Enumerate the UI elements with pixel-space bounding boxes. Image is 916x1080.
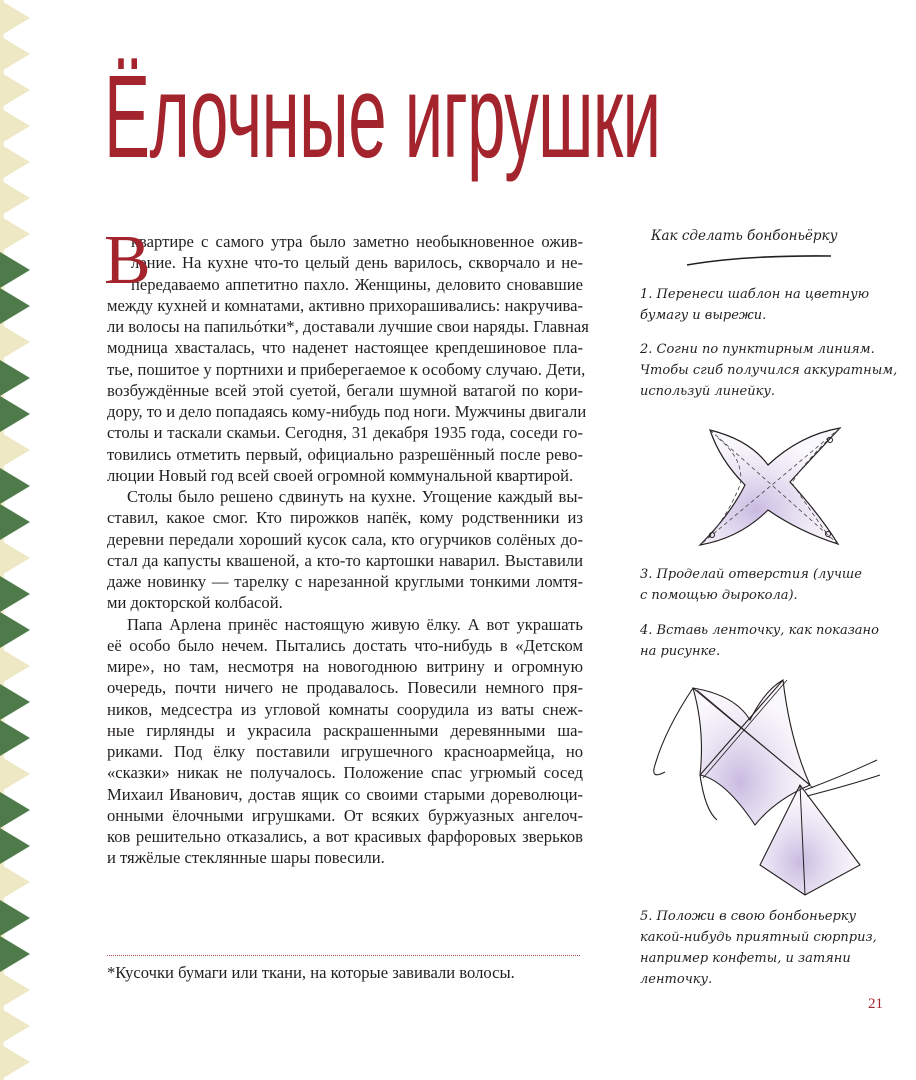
step-line: 3. Проделай отверстия (лучше [640, 567, 862, 582]
border-triangle [0, 144, 30, 180]
text-line: «сказки» никак не получалось. Положение спас угрюмый сосед [107, 763, 583, 783]
step-line: 4. Вставь ленточку, как показано [640, 623, 879, 638]
text-line: ные гирлянды и украсила раскрашенными деревянными ша- [107, 720, 583, 740]
step-3 [640, 564, 900, 606]
border-triangle [0, 468, 30, 504]
border-triangle [0, 936, 30, 972]
text-line: её особо было нечем. Пытались достать что-нибудь в «Детском [107, 635, 583, 655]
text-line: ставил, какое смог. Кто пирожков напёк, кому родственники из [107, 508, 583, 528]
text-line: Михаил Иванович, достав ящик со своими старыми дореволюци- [107, 784, 583, 804]
sidebar-title: Как сделать бонбоньёрку [651, 228, 838, 244]
border-triangle [0, 504, 30, 540]
text-line: столы и таскали скамьи. Сегодня, 31 декабря 1935 года, соседи го- [107, 423, 583, 443]
border-triangle [0, 288, 30, 324]
text-line: ников, медсестра из угловой комнаты соорудила из ваты снеж- [107, 699, 583, 719]
border-triangle [0, 216, 30, 252]
text-line: онными ёлочными игрушками. От всяких буржуазных ангелоч- [107, 805, 583, 825]
border-triangle [0, 360, 30, 396]
border-triangle [0, 576, 30, 612]
text-line: мире», но там, несмотря на новогоднюю витрину и огромную [107, 657, 583, 676]
step-line: 2. Согни по пунктирным линиям. [640, 342, 875, 357]
step-line: бумагу и вырежи. [640, 308, 767, 323]
footnote-divider [107, 955, 580, 956]
text-line: дору, то и дело попадаясь кому-нибудь под ноги. Мужчины двигали [107, 402, 587, 421]
border-triangle [0, 648, 30, 684]
step-line: 5. Положи в свою бонбоньерку [640, 909, 857, 924]
step-line: например конфеты, и затяни [640, 951, 851, 966]
bonbonniere-template-illustration [690, 420, 850, 550]
ribbon-threading-illustration [645, 660, 895, 900]
border-triangle [0, 792, 30, 828]
text-line: деревни передали хороший кусок сала, кто огурчиков солёных до- [107, 529, 583, 549]
text-line: передаваемо аппетитно пахло. Женщины, деловито сновавшие [131, 274, 583, 294]
border-triangle [0, 72, 30, 108]
border-triangle [0, 36, 30, 72]
border-triangle [0, 1044, 30, 1080]
text-line: Папа Арлена принёс настоящую живую ёлку. А вот украшать [127, 614, 583, 634]
border-triangle [0, 432, 30, 468]
paragraph-3 [107, 614, 583, 869]
text-line: ми докторской колбасой. [107, 593, 283, 613]
border-triangle [0, 0, 30, 36]
text-line: стал да капусты квашеной, а кто-то картошки наварил. Выставили [107, 550, 583, 570]
border-triangle [0, 108, 30, 144]
paragraph-2 [107, 486, 583, 614]
step-line: используй линейку. [640, 384, 776, 399]
step-line: с помощью дырокола). [640, 588, 798, 603]
step-line: ленточку. [640, 972, 713, 987]
border-triangle [0, 180, 30, 216]
border-triangle [0, 756, 30, 792]
step-1 [640, 284, 900, 326]
text-line: квартире с самого утра было заметно необыкновенное ожив- [131, 232, 583, 251]
text-line: Столы было решено сдвинуть на кухне. Угощение каждый вы- [127, 487, 583, 506]
footnote: *Кусочки бумаги или ткани, на которые завивали волосы. [107, 963, 515, 982]
step-line: какой-нибудь приятный сюрприз, [640, 930, 877, 945]
drop-cap: В [104, 222, 151, 299]
step-line: 1. Перенеси шаблон на цветную [640, 287, 870, 302]
page-number: 21 [868, 996, 883, 1012]
text-line: риками. Под ёлку поставили игрушечного красноармейца, но [107, 742, 583, 761]
text-line: даже новинку — тарелку с нарезанной круглыми тонкими ломтя- [107, 572, 583, 591]
text-line: возбуждённые всей этой суетой, бегали шумной ватагой по кори- [107, 380, 583, 400]
title-underline-stroke [685, 252, 835, 268]
text-line: тье, пошитое у портнихи и приберегаемое к особому случаю. Дети, [107, 359, 586, 379]
border-triangle [0, 1008, 30, 1044]
text-line: модница хвасталась, что наденет настоящее крепдешиновое пла- [107, 338, 583, 358]
text-line: товились отметить первый, официально разрешённый после рево- [107, 444, 583, 464]
story-text [104, 222, 589, 869]
step-line: Чтобы сгиб получился аккуратным, [640, 363, 898, 378]
border-triangle [0, 324, 30, 360]
paragraph-1 [104, 222, 589, 486]
border-triangle [0, 720, 30, 756]
step-4 [640, 620, 900, 662]
border-triangle [0, 684, 30, 720]
text-line: ли волосы на папильóтки*, доставали лучшие свои наряды. Главная [107, 317, 589, 336]
text-line: люции Новый год всей своей огромной коммунальной квартирой. [107, 465, 574, 485]
text-line: между кухней и комнатами, активно прихорашивались: накручива- [107, 295, 583, 315]
step-line: на рисунке. [640, 644, 721, 659]
text-line: и тяжёлые стеклянные шары повесили. [107, 848, 385, 868]
border-triangle [0, 252, 30, 288]
border-triangle [0, 396, 30, 432]
page-title: Ёлочные игрушки [104, 51, 661, 183]
border-triangle [0, 972, 30, 1008]
text-line: очередь, почти ничего не продавалось. Повесили немного пря- [107, 678, 583, 698]
text-line: ление. На кухне что-то целый день варилось, скворчало и не- [131, 253, 583, 273]
text-line: ков решительно отказались, а вот красивых фарфоровых зверьков [107, 827, 583, 846]
step-5 [640, 906, 900, 990]
border-triangle [0, 828, 30, 864]
border-triangle [0, 900, 30, 936]
border-triangle [0, 540, 30, 576]
border-triangle [0, 612, 30, 648]
step-2 [640, 339, 900, 402]
christmas-tree-border-illustration [0, 0, 34, 1080]
border-triangle [0, 864, 30, 900]
